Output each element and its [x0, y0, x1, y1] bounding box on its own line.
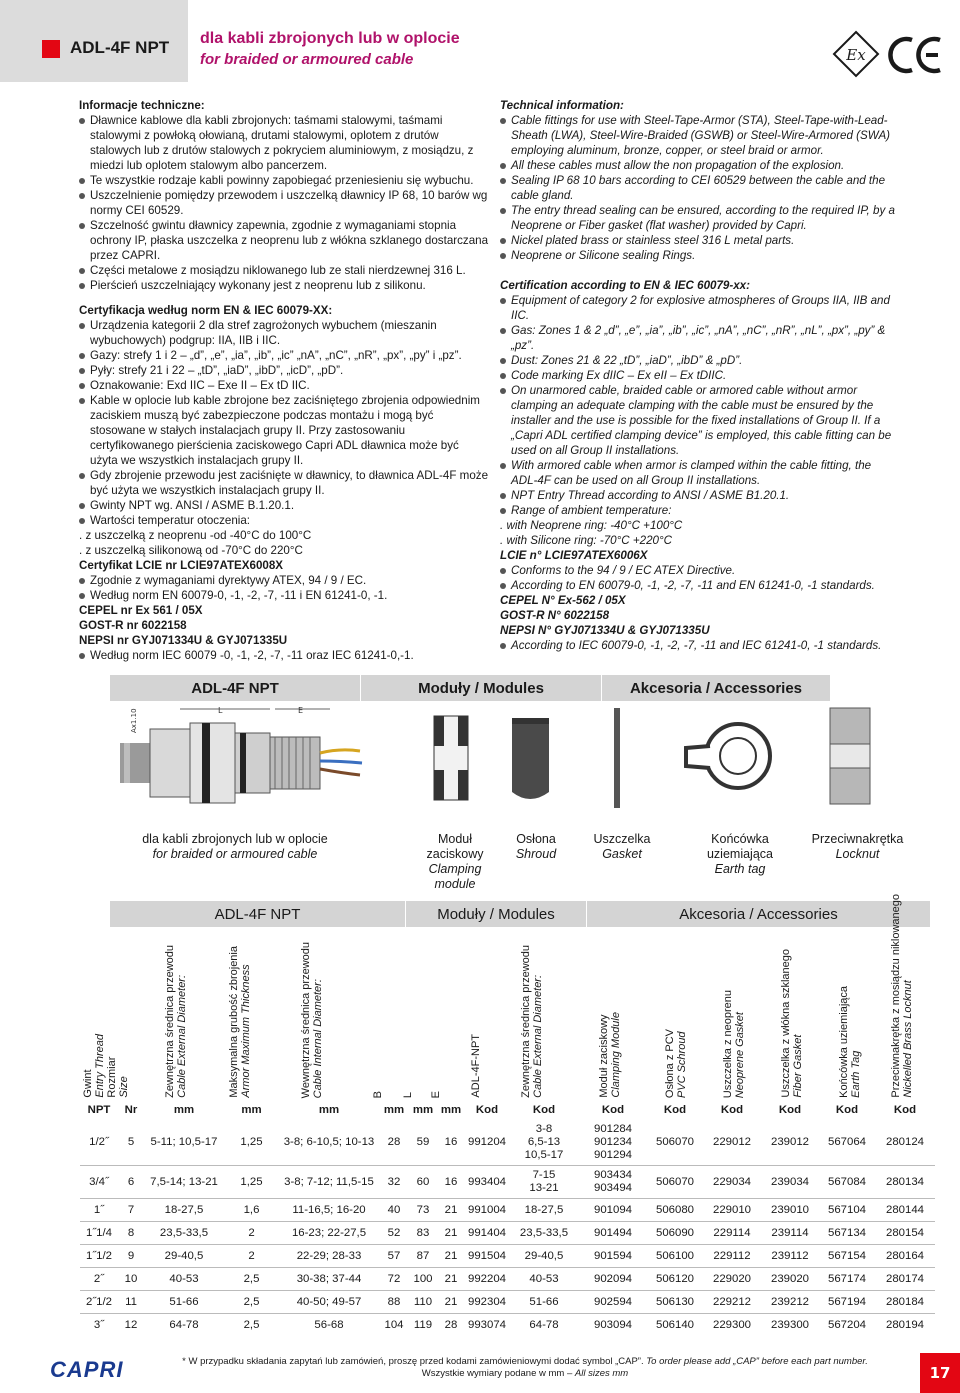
table-cell: 28: [387, 1135, 401, 1148]
table-cell: 280144: [875, 1199, 935, 1222]
table-cell: 239114: [761, 1222, 819, 1245]
table-cell: 567194: [819, 1291, 875, 1314]
caption-gasket-pl: Uszczelka: [593, 832, 651, 846]
table-cell: 506130: [647, 1291, 703, 1314]
en-nepsi: NEPSI N° GYJ071334U & GYJ071335U: [500, 624, 710, 637]
pl-temp-1: . z uszczelką z neoprenu -od -40°C do 100°C: [79, 529, 312, 542]
col-header-mod-ext-diam: Zewnętrzna średnica przewodu Cable External Diameter:: [520, 945, 544, 1098]
table-cell: 64-78: [144, 1314, 224, 1337]
table-row: [80, 1268, 935, 1291]
caption-earth-tag: [700, 832, 780, 877]
pl-lcie-item: Zgodnie z wymaganiami dyrektywy ATEX, 94 / 9 / EC.: [79, 573, 489, 588]
pl-cert-item: Wartości temperatur otoczenia:: [79, 513, 489, 528]
en-cert-item: Gas: Zones 1 & 2 „d”, „e”, „ia”, „ib”, „ic”, „nA”, „nC”, „nR”, „nL”, „px”, „py” & „pz”.: [500, 323, 900, 353]
table-cell: 40-53: [144, 1268, 224, 1291]
en-nepsi-item: According to IEC 60079-0, -1, -2, -7, -11 and IEC 61241-0, -1 standards.: [500, 638, 900, 653]
col-header-neoprene: Uszczelka z neoprenu Neoprene Gasket: [722, 989, 746, 1098]
unit-cell: NPT: [87, 1103, 111, 1116]
pl-cert-item: Oznakowanie: Exd IIC – Exe II – Ex tD IIC.: [79, 378, 489, 393]
table-cell: 57: [379, 1245, 409, 1268]
en-tech-item: Sealing IP 68 10 bars according to CEI 60529 between the cable and the cable gland.: [500, 173, 900, 203]
ex-logo-text: Ex: [846, 46, 866, 64]
table-cell: 59: [416, 1135, 430, 1148]
footer-note-pl: * W przypadku składania zapytań lub zamówień, proszę przed kodami zamówieniowymi dodać symbol „CAP”.: [182, 1356, 644, 1367]
footer-note: [175, 1356, 875, 1380]
table-cell: 5: [127, 1135, 135, 1148]
table-cell: 991504: [465, 1245, 509, 1268]
en-cert-item: Code marking Ex dIIC – Ex eII – Ex tDIIC.: [500, 368, 900, 383]
table-row: [80, 1245, 935, 1268]
pl-tech-item: Pierścień uszczelniający wykonany jest z neoprenu lub z silikonu.: [79, 278, 489, 293]
caption-locknut: [800, 832, 915, 862]
caption-main-en: for braided or armoured cable: [152, 847, 318, 861]
table-cell: 11-16,5; 16-20: [279, 1199, 379, 1222]
caption-module-pl: Moduł zaciskowy: [426, 832, 484, 861]
table-cell: 280174: [875, 1268, 935, 1291]
unit-cell: Nr: [124, 1103, 138, 1116]
table-cell: 100: [409, 1268, 437, 1291]
col-header-shroud: Osłona z PCV PVC Schroud: [664, 1028, 688, 1098]
table-cell: 16: [444, 1135, 458, 1148]
table-cell: 56-68: [279, 1314, 379, 1337]
en-cert-item: With armored cable when armor is clamped within the cable fitting, the ADL-4F can be used on all Group II installations.: [500, 458, 900, 488]
table-row: [80, 1314, 935, 1337]
earth-tag-icon: [680, 712, 772, 802]
table-cell: 29-40,5: [144, 1245, 224, 1268]
table-cell: 506120: [647, 1268, 703, 1291]
table-cell: 901594: [579, 1245, 647, 1268]
caption-shroud-en: Shroud: [515, 847, 557, 861]
table-cell: 29-40,5: [509, 1245, 579, 1268]
table-cell: 567104: [819, 1199, 875, 1222]
pl-cert-item: Kable w oplocie lub kable zbrojone bez zaciśniętego zbrojenia odpowiednim zaciskiem muszą być zabezpieczone podczas montażu i mogą być stosowane w stałych instalacjach grupy II. Przy zastosowaniu certyfikowanego pierścienia zaciskowego Capri ADL dławnica może być użyta we wszystkich instalacjach grupy II.: [79, 393, 489, 468]
table-cell: 21: [437, 1268, 465, 1291]
section-bar-products: [110, 675, 830, 701]
unit-cell: mm: [241, 1103, 262, 1116]
table-cell: 506140: [647, 1314, 703, 1337]
polish-column: [79, 98, 489, 663]
unit-cell: Kod: [720, 1103, 744, 1116]
unit-cell: Kod: [601, 1103, 625, 1116]
table-cell: 280164: [875, 1245, 935, 1268]
locknut-icon: [822, 704, 877, 809]
table-cell: 567174: [819, 1268, 875, 1291]
table-cell: 567154: [819, 1245, 875, 1268]
pl-cert-item: Urządzenia kategorii 2 dla stref zagrożonych wybuchem (mieszanin wybuchowych) podgrup: IIA, IIB i IIC.: [79, 318, 489, 348]
pl-cert-item: Gazy: strefy 1 i 2 – „d”, „e”, „ia”, „ib”, „ic” „nA”, „nC”, „nR”, „px”, „py” i „pz”.: [79, 348, 489, 363]
unit-cell: Kod: [778, 1103, 802, 1116]
en-tech-item: Neoprene or Silicone sealing Rings.: [500, 248, 900, 263]
pl-temp-2: . z uszczelką silikonową od -70°C do 220°C: [79, 544, 303, 557]
unit-cell: mm: [412, 1103, 434, 1116]
table-cell: 1/2˝: [89, 1135, 109, 1148]
en-tech-item: Cable fittings for use with Steel-Tape-Armor (STA), Steel-Tape-with-Lead-Sheath (LWA), Steel-Wire-Braided (GSWB) or Steel-Wire-Armored (SWA) employing aluminum, bronze, copper, or steel braid or armor.: [500, 113, 900, 158]
header-red-square: [42, 40, 60, 58]
svg-text:E: E: [298, 706, 304, 715]
ex-logo-icon: [832, 30, 880, 78]
table-cell: 902594: [579, 1291, 647, 1314]
table-cell: 21: [437, 1291, 465, 1314]
table-cell: 239034: [761, 1166, 819, 1199]
table-cell: 32: [379, 1166, 409, 1199]
table-row: [80, 1291, 935, 1314]
title-pl: dla kabli zbrojonych lub w oplocie: [200, 30, 460, 47]
table-cell: 992304: [465, 1291, 509, 1314]
table-cell: 9: [118, 1245, 144, 1268]
table-cell: 3˝: [80, 1314, 118, 1337]
table-cell: 239012: [770, 1135, 809, 1148]
caption-shroud: [496, 832, 576, 862]
pl-lcie-heading: Certyfikat LCIE nr LCIE97ATEX6008X: [79, 559, 284, 572]
table-cell: 23,5-33,5: [144, 1222, 224, 1245]
pl-tech-item: Części metalowe z mosiądzu niklowanego lub ze stali nierdzewnej 316 L.: [79, 263, 489, 278]
bar1-accessories: Akcesoria / Accessories: [629, 679, 803, 697]
caption-gasket-en: Gasket: [602, 847, 642, 861]
table-cell: 12: [118, 1314, 144, 1337]
bar1-modules: Moduły / Modules: [418, 679, 544, 697]
bar1-product: ADL-4F NPT: [191, 679, 279, 697]
table-cell: 52: [379, 1222, 409, 1245]
table-cell: 991204: [467, 1135, 506, 1148]
table-cell: 3-8 6,5-13 10,5-17: [524, 1122, 564, 1161]
table-cell: 901494: [579, 1222, 647, 1245]
table-cell: 239010: [761, 1199, 819, 1222]
table-cell: 901284 901234 901294: [593, 1122, 632, 1161]
table-cell: 51-66: [509, 1291, 579, 1314]
table-cell: 280154: [875, 1222, 935, 1245]
table-cell: 229114: [703, 1222, 761, 1245]
caption-locknut-en: Locknut: [835, 847, 880, 861]
col-header-armor: Maksymalna grubość zbrojenia Armor Maximum Thickness: [228, 946, 252, 1098]
table-cell: 1˝1/4: [80, 1222, 118, 1245]
table-cell: 280194: [875, 1314, 935, 1337]
footer-sizes-en: All sizes mm: [574, 1368, 629, 1379]
en-cert-item: Range of ambient temperature:: [500, 503, 900, 518]
table-cell: 2,5: [224, 1268, 279, 1291]
table-cell: 110: [409, 1291, 437, 1314]
capri-logo: CAPRI: [50, 1357, 124, 1382]
en-cepel: CEPEL N° Ex-562 / 05X: [500, 594, 626, 607]
table-cell: 903434 903494: [579, 1166, 647, 1199]
table-cell: 23,5-33,5: [509, 1222, 579, 1245]
col-header-int-diam: Wewnętrzna średnica przewodu Cable Internal Diameter:: [300, 941, 324, 1098]
pl-cert-heading: Certyfikacja według norm EN & IEC 60079-XX:: [79, 304, 333, 317]
table-cell: 229020: [703, 1268, 761, 1291]
table-cell: 10: [118, 1268, 144, 1291]
svg-text:Ax1.10: Ax1.10: [130, 708, 138, 733]
table-cell: 2,5: [224, 1291, 279, 1314]
title-en: for braided or armoured cable: [200, 51, 414, 68]
col-header-product: ADL-4F-NPT: [470, 1034, 482, 1098]
table-cell: 991404: [465, 1222, 509, 1245]
bar2-modules: Moduły / Modules: [437, 905, 555, 923]
table-cell: 1˝1/2: [80, 1245, 118, 1268]
unit-cell: Kod: [835, 1103, 859, 1116]
table-cell: 1˝: [80, 1199, 118, 1222]
footer-note-en: To order please add „CAP” before each part number.: [646, 1356, 868, 1367]
pl-cepel: CEPEL nr Ex 561 / 05X: [79, 604, 203, 617]
table-cell: 229300: [703, 1314, 761, 1337]
col-header-locknut: Przeciwnakrętka z mosiądzu niklowanego Nickelled Brass Locknut: [890, 894, 914, 1098]
table-cell: 2˝1/2: [80, 1291, 118, 1314]
table-cell: 83: [409, 1222, 437, 1245]
ce-logo-icon: [888, 34, 946, 76]
table-cell: 280134: [875, 1166, 935, 1199]
table-cell: 1,25: [240, 1135, 263, 1148]
table-cell: 229010: [703, 1199, 761, 1222]
table-cell: 16: [437, 1166, 465, 1199]
col-header-fiber: Uszczelka z włókna szklanego Fiber Gasket: [780, 949, 804, 1098]
col-header-thread: Gwint Entry Thread Rozmiar Size: [82, 1034, 130, 1098]
pl-tech-item: Szczelność gwintu dławnicy zapewnia, zgodnie z wymaganiami stopnia ochrony IP, płaska uszczelka z neoprenu lub z włókna szklanego dostarczana przez CAPRI.: [79, 218, 489, 263]
pl-cert-item: Pyły: strefy 21 i 22 – „tD”, „iaD”, „ibD”, „icD”, „pD”.: [79, 363, 489, 378]
table-cell: 88: [379, 1291, 409, 1314]
col-header-l: L: [402, 1091, 414, 1098]
table-cell: 21: [437, 1245, 465, 1268]
table-cell: 7: [118, 1199, 144, 1222]
table-cell: 2: [224, 1245, 279, 1268]
caption-locknut-pl: Przeciwnakrętka: [811, 832, 904, 846]
table-cell: 506070: [655, 1135, 694, 1148]
table-cell: 40: [379, 1199, 409, 1222]
table-cell: 30-38; 37-44: [279, 1268, 379, 1291]
section-bar-table: [110, 901, 930, 927]
en-cert-item: NPT Entry Thread according to ANSI / ASME B1.20.1.: [500, 488, 900, 503]
unit-cell: Kod: [532, 1103, 556, 1116]
caption-earth-tag-pl: Końcówka uziemiająca: [706, 832, 773, 861]
english-column: [500, 98, 900, 653]
en-temp-2: . with Silicone ring: -70°C +220°C: [500, 534, 672, 547]
table-cell: 21: [437, 1199, 465, 1222]
pl-gost: GOST-R nr 6022158: [79, 619, 187, 632]
footer-sizes-pl: Wszystkie wymiary podane w mm –: [421, 1368, 573, 1379]
table-cell: 567204: [819, 1314, 875, 1337]
unit-cell: mm: [383, 1103, 405, 1116]
table-row: [80, 1199, 935, 1222]
caption-main: [140, 832, 330, 862]
col-header-b: B: [372, 1090, 384, 1098]
table-cell: 992204: [465, 1268, 509, 1291]
col-header-ext-diam: Zewnętrzna średnica przewodu Cable External Diameter:: [164, 945, 188, 1098]
table-row: [80, 1166, 935, 1199]
unit-cell: mm: [318, 1103, 340, 1116]
table-cell: 7-15 13-21: [509, 1166, 579, 1199]
table-cell: 239300: [761, 1314, 819, 1337]
col-header-clamping-module: Moduł zaciskowy Clamping Module: [598, 1012, 622, 1098]
table-cell: 902094: [579, 1268, 647, 1291]
en-lcie-item: Conforms to the 94 / 9 / EC ATEX Directive.: [500, 563, 900, 578]
pl-tech-item: Te wszystkie rodzaje kabli powinny zapobiegać przeniesieniu się wybuchu.: [79, 173, 489, 188]
caption-module-en: Clamping module: [428, 862, 482, 891]
table-cell: 506080: [647, 1199, 703, 1222]
en-tech-item: All these cables must allow the non propagation of the explosion.: [500, 158, 900, 173]
table-cell: 51-66: [144, 1291, 224, 1314]
table-cell: 280184: [875, 1291, 935, 1314]
unit-cell: Kod: [475, 1103, 499, 1116]
table-cell: 1,6: [224, 1199, 279, 1222]
table-cell: 3-8; 7-12; 11,5-15: [279, 1166, 379, 1199]
pl-nepsi-item: Według norm IEC 60079 -0, -1, -2, -7, -11 oraz IEC 61241-0,-1.: [79, 648, 489, 663]
spec-table: [80, 1101, 935, 1336]
table-cell: 2: [224, 1222, 279, 1245]
pl-tech-item: Uszczelnienie pomiędzy przewodem i uszczelką dławnicy IP 68, 10 barów wg normy CEI 60529.: [79, 188, 489, 218]
table-cell: 280124: [885, 1135, 924, 1148]
en-temp-1: . with Neoprene ring: -40°C +100°C: [500, 519, 683, 532]
table-cell: 239020: [761, 1268, 819, 1291]
table-cell: 239212: [761, 1291, 819, 1314]
table-cell: 72: [379, 1268, 409, 1291]
table-cell: 73: [409, 1199, 437, 1222]
table-cell: 64-78: [509, 1314, 579, 1337]
gasket-icon: [612, 708, 622, 808]
table-cell: 3/4˝: [80, 1166, 118, 1199]
table-cell: 5-11; 10,5-17: [150, 1135, 218, 1148]
gland-drawing-icon: [110, 703, 370, 813]
table-cell: 2˝: [80, 1268, 118, 1291]
table-cell: 901094: [579, 1199, 647, 1222]
table-cell: 229112: [703, 1245, 761, 1268]
table-cell: 11: [118, 1291, 144, 1314]
en-tech-item: Nickel plated brass or stainless steel 316 L metal parts.: [500, 233, 900, 248]
table-cell: 16-23; 22-27,5: [279, 1222, 379, 1245]
table-cell: 104: [379, 1314, 409, 1337]
table-cell: 567084: [819, 1166, 875, 1199]
table-row: [80, 1119, 935, 1166]
en-cert-item: Equipment of category 2 for explosive atmospheres of Groups IIA, IIB and IIC.: [500, 293, 900, 323]
table-units-row: [80, 1101, 935, 1119]
en-cert-item: On unarmored cable, braided cable or armored cable without armor clamping an adequate clamping with the cable must be ensured by the installer and the use is possible for the fixed installations of Group II. If a „Capri ADL certified clamping device” is employed, this cable fitting can be used on all Group II installations.: [500, 383, 900, 458]
table-cell: 60: [409, 1166, 437, 1199]
unit-cell: mm: [173, 1103, 195, 1116]
pl-nepsi: NEPSI nr GYJ071334U & GYJ071335U: [79, 634, 288, 647]
table-cell: 567134: [819, 1222, 875, 1245]
table-cell: 239112: [761, 1245, 819, 1268]
en-cert-heading: Certification according to EN & IEC 60079-xx:: [500, 279, 750, 292]
table-cell: 991004: [465, 1199, 509, 1222]
table-cell: 87: [409, 1245, 437, 1268]
en-tech-item: The entry thread sealing can be ensured, according to the required IP, by a Neoprene or Fiber gasket (flat washer) provided by Capri.: [500, 203, 900, 233]
bar2-accessories: Akcesoria / Accessories: [679, 905, 838, 923]
caption-earth-tag-en: Earth tag: [714, 862, 766, 876]
pl-cert-item: Gwinty NPT wg. ANSI / ASME B.1.20.1.: [79, 498, 489, 513]
table-cell: 22-29; 28-33: [279, 1245, 379, 1268]
table-cell: 18-27,5: [144, 1199, 224, 1222]
table-cell: 1,25: [224, 1166, 279, 1199]
pl-lcie-item: Według norm EN 60079-0, -1, -2, -7, -11 i EN 61241-0, -1.: [79, 588, 489, 603]
table-cell: 40-50; 49-57: [279, 1291, 379, 1314]
en-lcie-item: According to EN 60079-0, -1, -2, -7, -11 and EN 61241-0, -1 standards.: [500, 578, 900, 593]
table-cell: 229012: [712, 1135, 751, 1148]
caption-shroud-pl: Osłona: [516, 832, 556, 846]
pl-tech-intro: Dławnice kablowe dla kabli zbrojonych: taśmami stalowymi, taśmami stalowymi z powłoką ołowianą, drutami stalowymi, oplotem z drutów stalowych lub z drutów stalowych z pokryciem aluminiowym, z mosiądzu, z miedzi lub oplotem stalowym albo pancerzem.: [79, 113, 489, 173]
unit-cell: Kod: [663, 1103, 687, 1116]
pl-tech-heading: Informacje techniczne:: [79, 99, 205, 112]
en-lcie-heading: LCIE n° LCIE97ATEX6006X: [500, 549, 648, 562]
product-title: ADL-4F NPT: [70, 38, 170, 57]
pl-cert-item: Gdy zbrojenie przewodu jest zaciśnięte w dławnicy, to dławnica ADL-4F może być użyta we wszystkich instalacjach grupy II.: [79, 468, 489, 498]
table-cell: 506100: [647, 1245, 703, 1268]
page-number: 17: [920, 1353, 960, 1393]
col-header-earth-tag: Końcówka uziemiająca Earth Tag: [838, 986, 862, 1098]
bar2-product: ADL-4F NPT: [214, 905, 301, 923]
table-cell: 8: [118, 1222, 144, 1245]
table-cell: 993074: [465, 1314, 509, 1337]
table-cell: 506090: [647, 1222, 703, 1245]
caption-main-pl: dla kabli zbrojonych lub w oplocie: [142, 832, 328, 846]
table-cell: 21: [437, 1222, 465, 1245]
table-cell: 506070: [647, 1166, 703, 1199]
table-cell: 7,5-14; 13-21: [144, 1166, 224, 1199]
table-cell: 2,5: [224, 1314, 279, 1337]
col-header-e: E: [430, 1090, 442, 1098]
svg-text:L: L: [218, 706, 223, 715]
shroud-icon: [508, 708, 553, 808]
table-cell: 567064: [827, 1135, 866, 1148]
table-cell: 28: [437, 1314, 465, 1337]
caption-module: [415, 832, 495, 892]
en-tech-heading: Technical information:: [500, 99, 624, 112]
en-gost: GOST-R N° 6022158: [500, 609, 610, 622]
table-row: [80, 1222, 935, 1245]
table-cell: 993404: [465, 1166, 509, 1199]
table-cell: 40-53: [509, 1268, 579, 1291]
caption-gasket: [582, 832, 662, 862]
table-cell: 18-27,5: [509, 1199, 579, 1222]
table-cell: 3-8; 6-10,5; 10-13: [283, 1135, 375, 1148]
unit-cell: Kod: [893, 1103, 917, 1116]
clamping-module-icon: [430, 710, 472, 805]
table-cell: 229212: [703, 1291, 761, 1314]
table-cell: 6: [118, 1166, 144, 1199]
table-cell: 119: [409, 1314, 437, 1337]
unit-cell: mm: [440, 1103, 462, 1116]
table-cell: 903094: [579, 1314, 647, 1337]
table-cell: 229034: [703, 1166, 761, 1199]
en-cert-item: Dust: Zones 21 & 22 „tD”, „iaD”, „ibD” & „pD”.: [500, 353, 900, 368]
